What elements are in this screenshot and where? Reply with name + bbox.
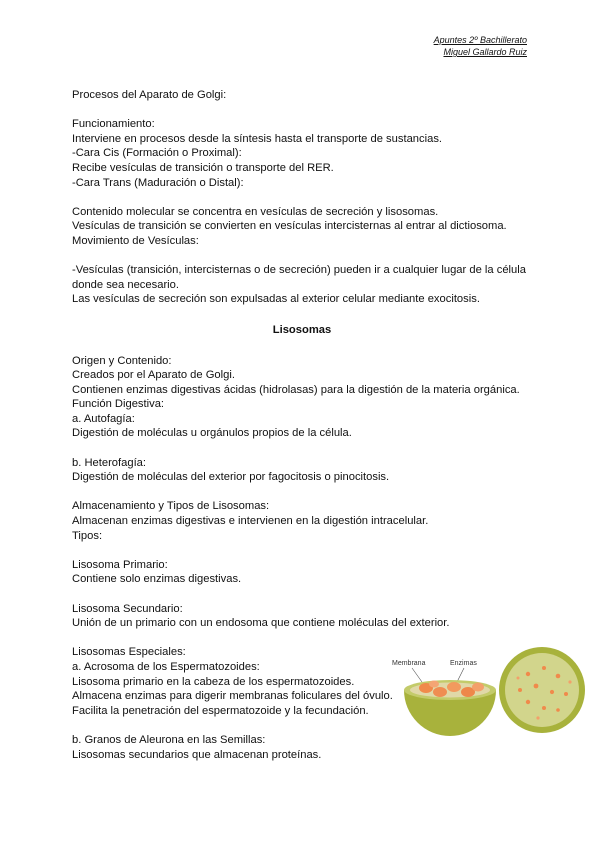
enzyme-dot	[526, 700, 530, 704]
secundario-label: Lisosoma Secundario:	[72, 602, 183, 615]
vesiculas-transicion-text: Vesículas de transición se convierten en vesículas intercisternas al entrar al dictiosoma.	[72, 220, 507, 233]
cara-cis-text: Recibe vesículas de transición o transporte del RER.	[72, 161, 334, 174]
lysosome-whole	[499, 647, 585, 733]
heterofagia-text: Digestión de moléculas del exterior por fagocitosis o pinocitosis.	[72, 471, 390, 484]
enzyme	[433, 687, 447, 697]
aleurona-label: b. Granos de Aleurona en las Semillas:	[72, 733, 266, 746]
enzyme-dot	[542, 666, 546, 670]
enzyme-dot	[550, 690, 554, 694]
enzyme-dot	[518, 688, 522, 692]
membrana-pointer	[412, 668, 422, 682]
origen-text-1: Creados por el Aparato de Golgi.	[72, 369, 235, 382]
funcionamiento-label: Funcionamiento:	[72, 118, 155, 131]
origen-text-2: Contienen enzimas digestivas ácidas (hidrolasas) para la digestión de la materia orgánica.	[72, 383, 520, 396]
lysosome-illustration	[392, 640, 588, 740]
enzyme-dot	[526, 672, 530, 676]
acrosoma-text-1: Lisosoma primario en la cabeza de los espermatozoides.	[72, 675, 355, 688]
movimiento-text-1: -Vesículas (transición, intercisternas o de secreción) pueden ir a cualquier lugar de la célula	[72, 264, 526, 277]
acrosoma-label: a. Acrosoma de los Espermatozoides:	[72, 660, 260, 673]
golgi-title: Procesos del Aparato de Golgi:	[72, 89, 227, 101]
tipos-label: Tipos:	[72, 529, 103, 542]
cara-trans: -Cara Trans (Maduración o Distal):	[72, 176, 244, 189]
enzyme-dot	[564, 692, 568, 696]
primario-text: Contiene solo enzimas digestivas.	[72, 573, 242, 586]
label-membrana: Membrana	[392, 660, 426, 667]
enzyme-dot	[556, 708, 560, 712]
enzyme-dot	[536, 716, 539, 719]
lisosomas-title: Lisosomas	[272, 323, 332, 336]
lysosome-diagram	[398, 640, 588, 740]
lysosome-cutaway	[404, 680, 496, 736]
autofagia-label: a. Autofagía:	[72, 412, 135, 425]
header-author: Miguel Gallardo Ruiz	[443, 47, 527, 57]
enzyme-dot	[517, 677, 520, 680]
funcionamiento-text: Interviene en procesos desde la síntesis hasta el transporte de sustancias.	[72, 132, 443, 145]
enzyme-dot	[534, 684, 539, 689]
funcion-label: Función Digestiva:	[72, 398, 165, 411]
label-enzimas: Enzimas	[450, 660, 477, 667]
movimiento-label: Movimiento de Vesículas:	[72, 234, 199, 247]
heterofagia-label: b. Heterofagía:	[72, 456, 147, 469]
secrecion-text: Las vesículas de secreción son expulsadas al exterior celular mediante exocitosis.	[72, 293, 480, 306]
movimiento-text-2: donde sea necesario.	[72, 278, 179, 291]
enzyme-dot	[556, 674, 561, 679]
almacenamiento-text: Almacenan enzimas digestivas e intervienen en la digestión intracelular.	[72, 515, 429, 528]
especiales-label: Lisosomas Especiales:	[72, 646, 186, 659]
origen-label: Origen y Contenido:	[72, 354, 172, 367]
acrosoma-text-3: Facilita la penetración del espermatozoide y la fecundación.	[72, 704, 369, 717]
enzyme-dot	[568, 680, 571, 683]
whole-inner	[505, 653, 579, 727]
secundario-text: Unión de un primario con un endosoma que contiene moléculas del exterior.	[72, 617, 450, 630]
aleurona-text: Lisosomas secundarios que almacenan proteínas.	[72, 748, 322, 761]
header-course: Apuntes 2º Bachillerato	[433, 35, 527, 45]
enzyme-dot	[542, 706, 546, 710]
enzyme	[447, 682, 461, 692]
page-header	[434, 34, 527, 58]
autofagia-text: Digestión de moléculas u orgánulos propios de la célula.	[72, 427, 352, 440]
almacenamiento-label: Almacenamiento y Tipos de Lisosomas:	[72, 500, 270, 513]
cara-cis: -Cara Cis (Formación o Proximal):	[72, 147, 242, 160]
primario-label: Lisosoma Primario:	[72, 558, 168, 571]
acrosoma-text-2: Almacena enzimas para digerir membranas foliculares del óvulo.	[72, 690, 393, 703]
contenido-text: Contenido molecular se concentra en vesículas de secreción y lisosomas.	[72, 205, 439, 218]
enzyme	[429, 681, 439, 688]
enzyme	[472, 683, 484, 692]
